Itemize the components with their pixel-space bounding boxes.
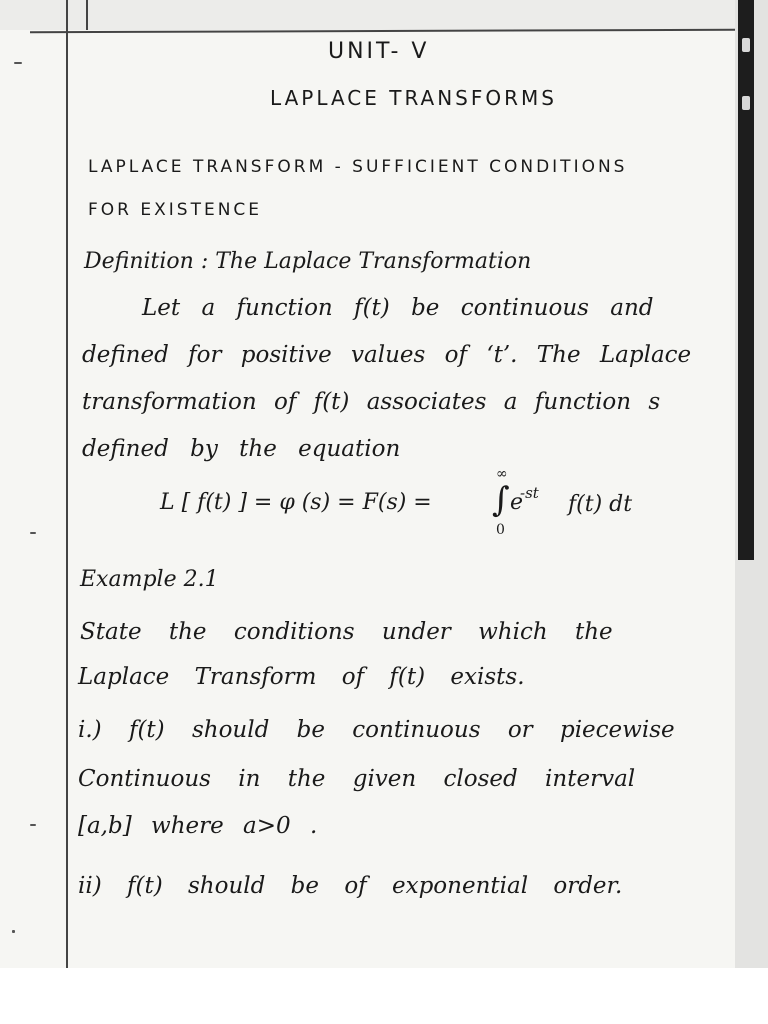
margin-line [66,0,68,968]
mark [12,930,15,933]
definition-line: Let a function f(t) be continuous and [142,295,654,321]
unit-title: UNIT- V [328,39,430,64]
example-question-line: Laplace Transform of f(t) exists. [78,664,525,690]
definition-line: defined by the equation [82,436,401,462]
laplace-equation [160,466,680,540]
example-title: Example 2.1 [80,567,219,592]
example-question-line: State the conditions under which the [80,619,613,645]
integrand-base: e [510,490,524,515]
definition-line: defined for positive values of ‘t’. The Laplace [82,342,692,368]
condition-line: [a,b] where a>0 . [78,813,318,839]
section-heading-line-1: LAPLACE TRANSFORM - SUFFICIENT CONDITIONS [88,157,628,177]
equation-lhs: L [ f(t) ] = φ (s) = F(s) = [160,490,432,515]
binder-hole [742,96,750,110]
margin-tick [86,0,88,30]
mark [30,824,36,826]
mark [14,62,22,64]
condition-line: i.) f(t) should be continuous or piecewise [78,717,675,743]
integral-icon: ∫ [492,480,510,520]
binder-strip [738,0,754,560]
mark [30,532,36,534]
integral-upper-limit: ∞ [496,466,508,482]
main-title: LAPLACE TRANSFORMS [270,86,557,110]
definition-line: transformation of f(t) associates a function s [82,389,661,415]
condition-line: ii) f(t) should be of exponential order. [78,873,623,899]
integrand-tail: f(t) dt [568,492,633,517]
integrand-exponent: -st [520,484,539,502]
page-top-edge [0,0,768,30]
binder-hole [742,38,750,52]
definition-heading: Definition : The Laplace Transformation [84,249,532,274]
section-heading-line-2: FOR EXISTENCE [88,200,263,220]
condition-line: Continuous in the given closed interval [78,766,636,792]
page-bottom-edge [0,968,768,1024]
integral-lower-limit: 0 [496,522,505,538]
